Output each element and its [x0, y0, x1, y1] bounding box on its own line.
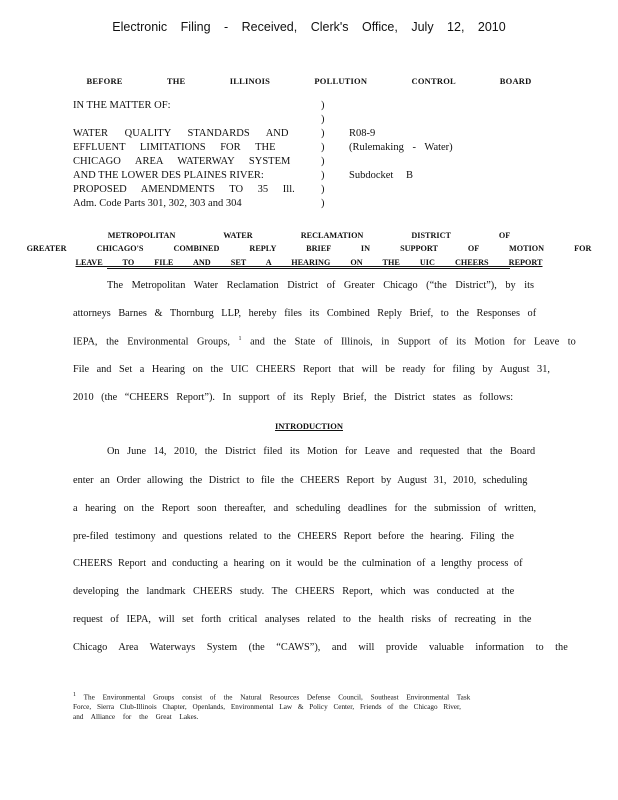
footnote-reference[interactable]: 1: [238, 336, 242, 342]
paragraph-line: [73, 336, 576, 347]
caption-line: EFFLUENT LIMITATIONS FOR THE: [73, 142, 276, 153]
paren: ): [321, 184, 325, 195]
document-title-underlined: LEAVE TO FILE AND SET A HEARING ON THE UIC CHEERS REPORT: [75, 258, 543, 267]
footnote: [73, 690, 470, 722]
paragraph-line: CHEERS Report and conducting a hearing on it would be the culmination of a lengthy process of: [73, 558, 523, 569]
paragraph-line: enter an Order allowing the District to file the CHEERS Report by August 31, 2010, scheduling: [73, 475, 528, 486]
footnote-text: The Environmental Groups consist of the Natural Resources Defense Council, Southeast Environmental Task: [83, 693, 471, 702]
section-heading: [0, 421, 618, 431]
paragraph-line: pre-filed testimony and questions related to the CHEERS Report before the hearing. Filing the: [73, 531, 514, 542]
paren: ): [321, 198, 325, 209]
document-title-line: METROPOLITAN WATER RECLAMATION DISTRICT OF: [107, 231, 511, 240]
paragraph-line: 2010 (the “CHEERS Report”). In support of its Reply Brief, the District states as follows:: [73, 392, 514, 403]
footnote-line: [73, 690, 470, 702]
paragraph-line: request of IEPA, will set forth critical analyses related to the health risks of recreating in the: [73, 614, 532, 625]
caption-line: CHICAGO AREA WATERWAY SYSTEM: [73, 156, 291, 167]
caption-docket: [349, 127, 453, 183]
caption-line: WATER QUALITY STANDARDS AND: [73, 128, 289, 139]
paragraph-line: attorneys Barnes & Thornburg LLP, hereby files its Combined Reply Brief, to the Responses of: [73, 308, 537, 319]
footnote-line: Force, Sierra Club-Illinois Chapter, Openlands, Environmental Law & Policy Center, Friends of the Chicago River,: [73, 703, 461, 712]
paren: ): [321, 142, 325, 153]
paragraph-line: The Metropolitan Water Reclamation District of Greater Chicago (“the District”), by its: [107, 280, 534, 291]
paren: ): [321, 114, 325, 125]
introduction-heading: INTRODUCTION: [274, 421, 343, 431]
filing-stamp-header: Electronic Filing - Received, Clerk's Office, July 12, 2010: [112, 20, 506, 34]
subdocket: Subdocket B: [349, 170, 413, 181]
paren: ): [321, 156, 325, 167]
paragraph-line: developing the landmark CHEERS study. The CHEERS Report, which was conducted at the: [73, 586, 515, 597]
caption-line: PROPOSED AMENDMENTS TO 35 Ill.: [73, 184, 295, 195]
caption-line: [73, 113, 295, 127]
board-title: BEFORE THE ILLINOIS POLLUTION CONTROL BOARD: [86, 76, 532, 86]
paren: ): [321, 170, 325, 181]
title-rule: [107, 268, 510, 269]
caption-parens: [321, 99, 325, 211]
caption-line: IN THE MATTER OF:: [73, 100, 171, 111]
paragraph-segment: IEPA, the Environmental Groups,: [73, 336, 230, 348]
paren: ): [321, 100, 325, 111]
caption-matter: [73, 99, 295, 211]
paragraph-line: File and Set a Hearing on the UIC CHEERS Report that will be ready for filing by August 31,: [73, 364, 550, 375]
caption-line: Adm. Code Parts 301, 302, 303 and 304: [73, 198, 242, 209]
paragraph-segment: and the State of Illinois, in Support of its Motion for Leave to: [250, 336, 576, 348]
paragraph-line: Chicago Area Waterways System (the “CAWS”), and will provide valuable information to the: [73, 642, 568, 653]
footnote-marker: 1: [73, 692, 76, 698]
caption-line: AND THE LOWER DES PLAINES RIVER:: [73, 170, 264, 181]
paragraph-line: On June 14, 2010, the District filed its Motion for Leave and requested that the Board: [107, 446, 536, 457]
paragraph-line: a hearing on the Report soon thereafter, and scheduling deadlines for the submission of written,: [73, 503, 537, 514]
document-title-line: GREATER CHICAGO'S COMBINED REPLY BRIEF IN SUPPORT OF MOTION FOR: [26, 244, 592, 253]
docket-type: (Rulemaking - Water): [349, 142, 453, 153]
docket-number: R08-9: [349, 128, 376, 139]
footnote-line: and Alliance for the Great Lakes.: [73, 713, 199, 722]
paren: ): [321, 128, 325, 139]
